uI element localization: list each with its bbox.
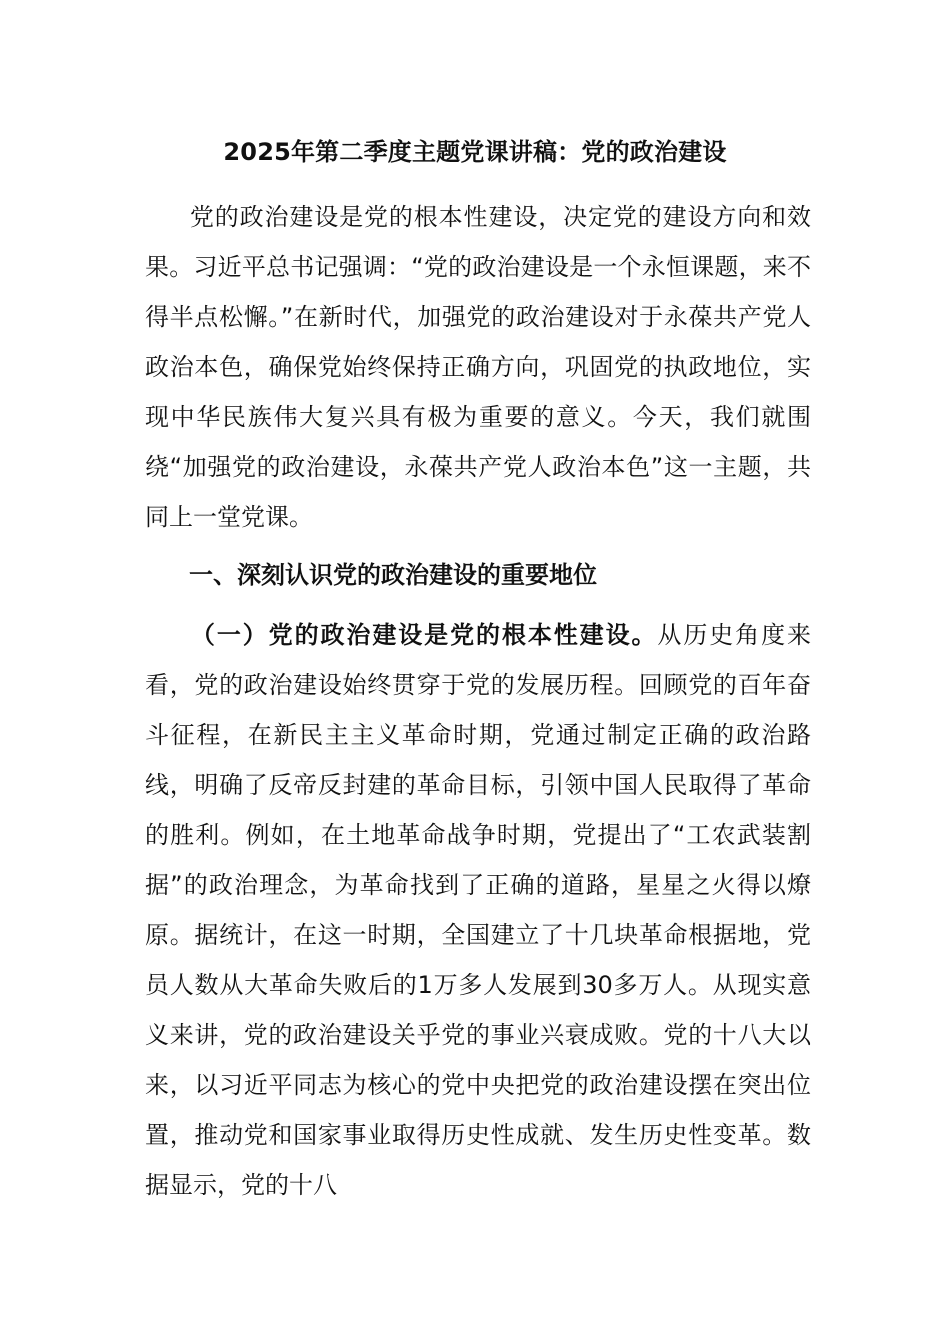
subsection-paragraph-text: 从历史角度来看，党的政治建设始终贯穿于党的发展历程。回顾党的百年奋斗征程，在新民主主义革命时期，党通过制定正确的政治路线，明确了反帝反封建的革命目标，引领中国人民取得了革命的胜利。例如，在土地革命战争时期，党提出了“工农武装割据”的政治理念，为革命找到了正确的道路，星星之火得以燎原。据统计，在这一时期，全国建立了十几块革命根据地，党员人数从大革命失败后的1万多人发展到30多万人。从现实意义来讲，党的政治建设关乎党的事业兴衰成败。党的十八大以来，以习近平同志为核心的党中央把党的政治建设摆在突出位置，推动党和国家事业取得历史性成就、发生历史性变革。数据显示，党的十八: [145, 621, 812, 1199]
subsection-paragraph: [145, 610, 811, 1210]
subsection-heading: （一）党的政治建设是党的根本性建设。: [189, 621, 658, 649]
document-title: 2025年第二季度主题党课讲稿：党的政治建设: [223, 138, 727, 166]
section-heading: 一、深刻认识党的政治建设的重要地位: [189, 561, 597, 589]
intro-paragraph-text: 党的政治建设是党的根本性建设，决定党的建设方向和效果。习近平总书记强调：“党的政治建设是一个永恒课题，来不得半点松懈。”在新时代，加强党的政治建设对于永葆共产党人政治本色，确保党始终保持正确方向，巩固党的执政地位，实现中华民族伟大复兴具有极为重要的意义。今天，我们就围绕“加强党的政治建设，永葆共产党人政治本色”这一主题，共同上一堂党课。: [145, 203, 811, 531]
intro-paragraph: [145, 192, 811, 542]
